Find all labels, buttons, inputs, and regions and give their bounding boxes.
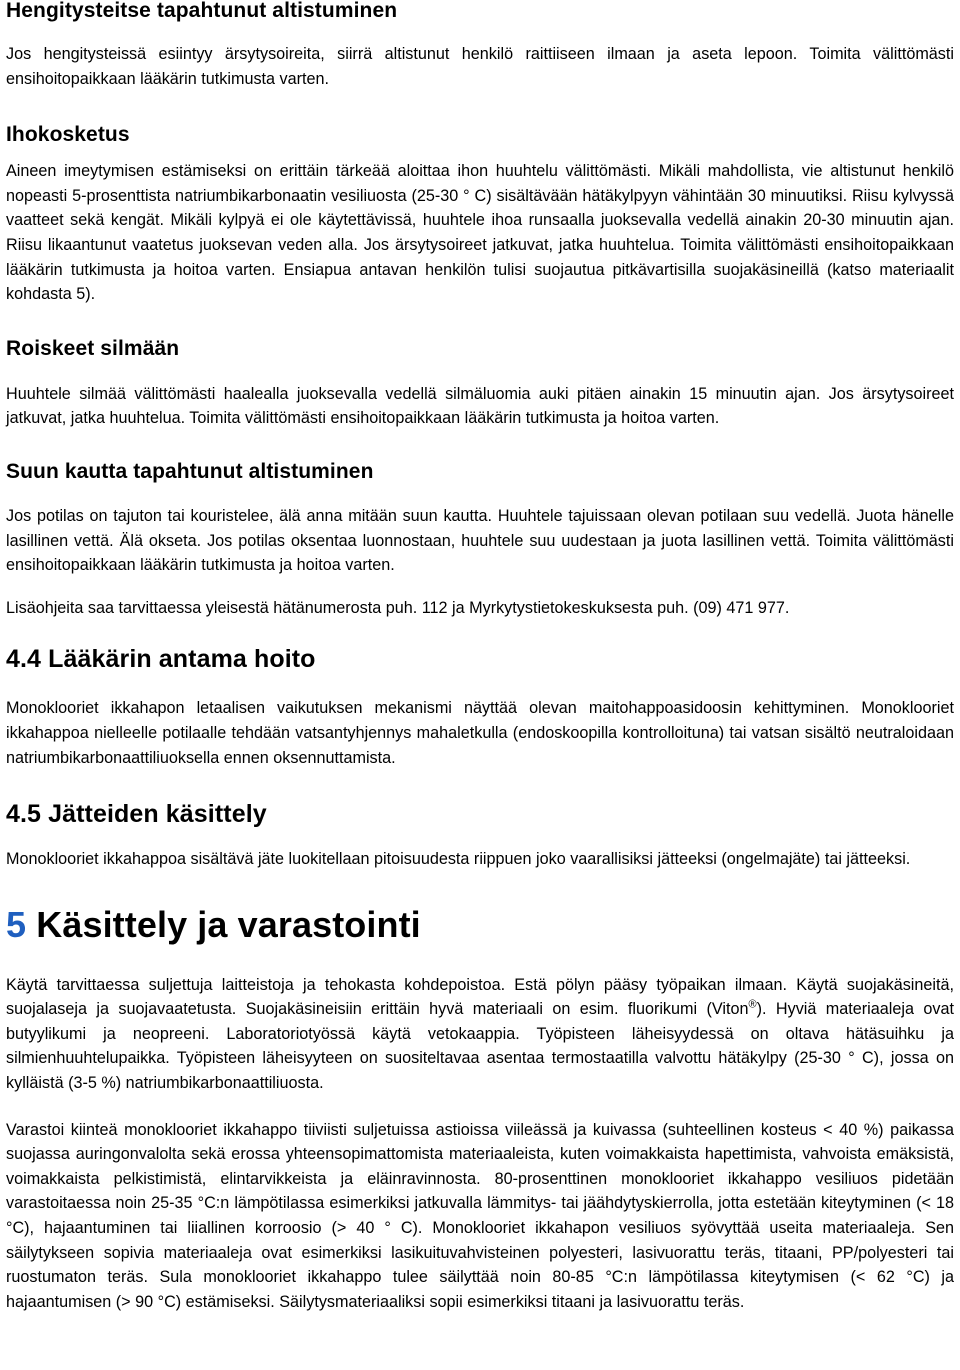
handling-text-part2: ). Hyviä materiaaleja ovat butyylikumi ja neopreeni. Laboratoriotyössä käytä vetokaappia. Työpisteen läheisyydessä on oltava hätäsuihku ja silmienhuuhtelupaikka. Työpisteen läheisyyteen on suositeltavaa asentaa termostaatilla valvottu hätäkylpy (25-30 ° C), jossa on kylläistä (3-5 %) natriumbikarbonaattiliuosta. xyxy=(6,1000,954,1093)
paragraph-waste-handling: Monoklooriet ikkahappoa sisältävä jäte luokitellaan pitoisuudesta riippuen joko vaarallisiksi jätteeksi (ongelmajäte) tai jätteeksi. xyxy=(6,850,911,869)
heading-inhalation: Hengitysteitse tapahtunut altistuminen xyxy=(6,0,398,22)
document-page xyxy=(6,0,954,1314)
heading-doctor-treatment: 4.4 Lääkärin antama hoito xyxy=(6,645,316,674)
section-title: Käsittely ja varastointi xyxy=(36,903,421,945)
registered-mark: ® xyxy=(748,998,757,1011)
paragraph-inhalation: Jos hengitysteissä esiintyy ärsytysoireita, siirrä altistunut henkilö raittiiseen ilmaan ja aseta lepoon. Toimita välittömästi ensihoitopaikkaan lääkärin tutkimusta varten. xyxy=(6,45,954,88)
heading-eye-contact: Roiskeet silmään xyxy=(6,336,180,360)
paragraph-emergency-numbers: Lisäohjeita saa tarvittaessa yleisestä hätänumerosta puh. 112 ja Myrkytystietokeskuksesta puh. (09) 471 977. xyxy=(6,598,790,617)
paragraph-doctor-treatment: Monoklooriet ikkahapon letaalisen vaikutuksen mekanismi näyttää olevan maitohappoasidoosin kehittyminen. Monoklooriet ikkahappoa nielleelle potilaalle tehdään vatsantyhjennys mahaletkulla (endoskoopilla kontrolloituna) tai vatsan sisältö neutraloidaan natriumbikarbonaattiliuoksella ennen oksennuttamista. xyxy=(6,699,954,767)
paragraph-skin-contact: Aineen imeytymisen estämiseksi on erittäin tärkeää aloittaa ihon huuhtelu välittömästi. Mikäli mahdollista, vie altistunut henkilö nopeasti 5-prosenttista natriumbikarbonaatin vesiliuosta (25-30 ° C) sisältävään hätäkylpyyn vähintään 30 minuutiksi. Riisu kylvyssä vaatteet sekä kengät. Mikäli kylpyä ei ole käytettävissä, huuhtele ihoa runsaalla juoksevalla vedellä ainakin 20-30 minuutin ajan. Riisu likaantunut vaatetus juoksevan veden alla. Jos ärsytysoireet jatkuvat, jatka huuhtelua. Toimita välittömästi ensihoitopaikkaan lääkärin tutkimusta ja hoitoa varten. Ensiapua antavan henkilön tulisi suojautua pitkävartisilla suojakäsineillä (katso materiaalit kohdasta 5). xyxy=(6,162,954,304)
section-number: 5 xyxy=(6,903,27,945)
paragraph-ingestion: Jos potilas on tajuton tai kouristelee, älä anna mitään suun kautta. Huuhtele tajuissaan olevan potilaan suu vedellä. Juota hänelle lasillinen vettä. Älä okseta. Jos potilas oksentaa luonnostaan, huuhtele suu uudestaan ja juota lasillinen vettä. Toimita välittömästi ensihoitopaikkaan lääkärin tutkimusta ja hoitoa varten. xyxy=(6,506,954,575)
heading-handling-storage xyxy=(6,905,954,945)
handling-text-part1: Käytä tarvittaessa suljettuja laitteistoja ja tehokasta kohdepoistoa. Estä pölyn pääsy työpaikan ilmaan. Käytä suojakäsineitä, suojalaseja ja suojavaatetusta. Suojakäsineisiin erittäin hyvä materiaali on esim. fluorikumi (Viton xyxy=(6,975,954,1019)
heading-ingestion: Suun kautta tapahtunut altistuminen xyxy=(6,459,374,483)
paragraph-handling xyxy=(6,973,954,1096)
heading-waste-handling: 4.5 Jätteiden käsittely xyxy=(6,800,267,829)
heading-skin-contact: Ihokosketus xyxy=(6,123,130,147)
paragraph-eye-contact: Huuhtele silmää välittömästi haalealla juoksevalla vedellä silmäluomia auki pitäen ainakin 15 minuutin ajan. Jos ärsytysoireet jatkuvat, jatka huuhtelua. Toimita välittömästi ensihoitopaikkaan lääkärin tutkimusta ja hoitoa varten. xyxy=(6,384,954,428)
paragraph-storage: Varastoi kiinteä monoklooriet ikkahappo tiiviisti suljetuissa astioissa viileässä ja kuivassa (suhteellinen kosteus < 40 %) paikassa suojassa auringonvalolta sekä erossa yhteensopimattomista materiaaleista, kuten voimakkaista hapettimista, vahvoista emäksistä, voimakkaista pelkistimistä, elintarvikkeista ja eläinravinnosta. 80-prosenttinen monoklooriet ikkahappo vesiliuos pidetään varastoitaessa noin 25-35 °C:n lämpötilassa esimerkiksi jatkuvalla lämmitys- tai jäähdytyskierrolla, jotta estetään kiteytyminen (< 18 °C), hajaantuminen tai liiallinen korroosio (> 40 ° C). Monoklooriet ikkahapon vesiliuos syövyttää useita materiaaleja. Sen säilytykseen sopivia materiaaleja ovat esimerkiksi lasikuituvahvisteinen polyesteri, lasivuorattu teräs, titaani, PP/polyesteri tai ruostumaton teräs. Sula monoklooriet ikkahappo tulee säilyttää noin 80-85 °C:n lämpötilassa kiteytymisen (< 62 °C) ja hajaantumisen (> 90 °C) estämiseksi. Säilytysmateriaaliksi sopii esimerkiksi titaani ja lasivuorattu teräs. xyxy=(6,1120,954,1311)
